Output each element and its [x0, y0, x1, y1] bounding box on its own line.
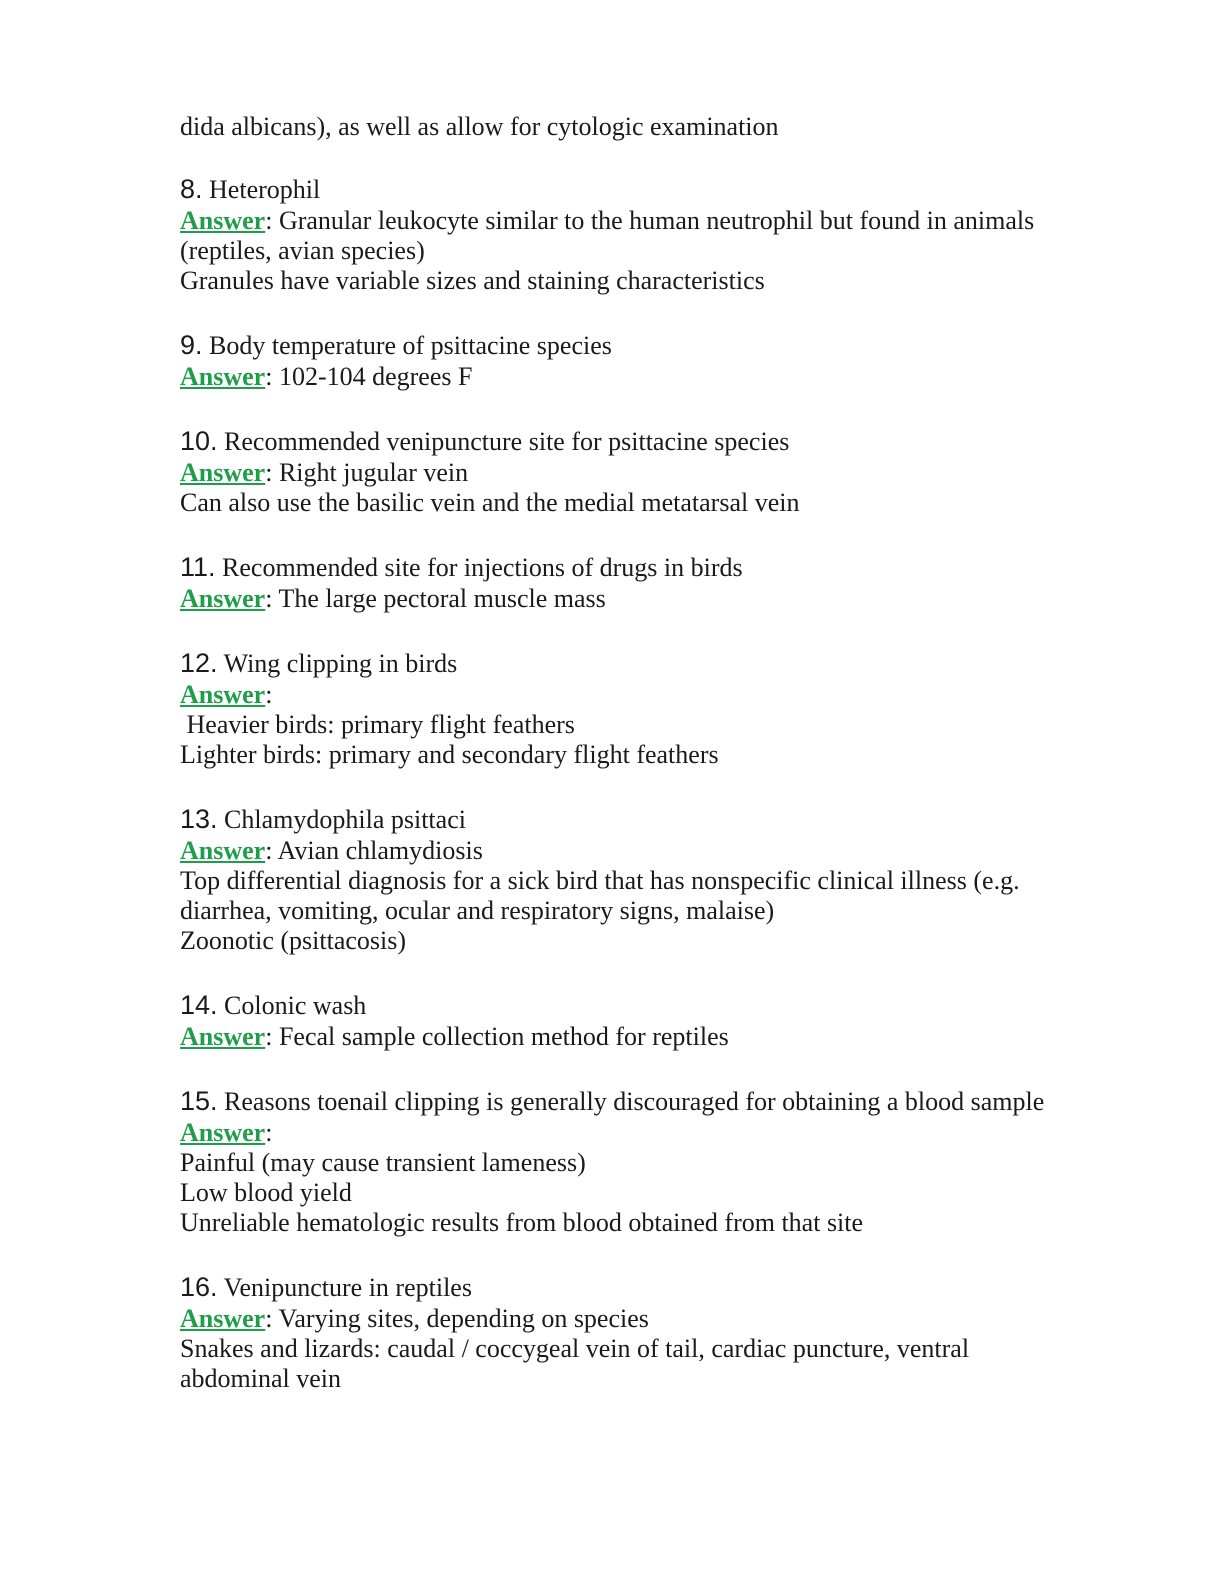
question-number: 8.	[180, 174, 203, 204]
question-number: 11.	[180, 552, 216, 582]
question-number: 9.	[180, 330, 203, 360]
answer-text: : Fecal sample collection method for reptiles	[265, 1022, 729, 1051]
answer-text: : Varying sites, depending on species	[265, 1304, 649, 1333]
question-number: 14.	[180, 990, 218, 1020]
qa-item	[180, 1272, 1120, 1394]
question-line	[180, 426, 1120, 457]
question-text: Body temperature of psittacine species	[202, 331, 612, 360]
qa-item	[180, 648, 1120, 770]
question-text: Heterophil	[202, 175, 321, 204]
answer-detail-line: diarrhea, vomiting, ocular and respiratory signs, malaise)	[180, 896, 775, 925]
answer-line	[180, 584, 1120, 614]
qa-item	[180, 804, 1120, 956]
answer-detail-line: Unreliable hematologic results from blood obtained from that site	[180, 1208, 864, 1237]
answer-detail-line: abdominal vein	[180, 1364, 342, 1393]
answer-label: Answer	[180, 362, 266, 391]
answer-text: : Avian chlamydiosis	[265, 836, 483, 865]
answer-text: : Granular leukocyte similar to the human neutrophil but found in animals	[265, 206, 1035, 235]
answer-detail-line: Lighter birds: primary and secondary flight feathers	[180, 740, 719, 769]
answer-line	[180, 206, 1120, 236]
question-number: 15.	[180, 1086, 218, 1116]
question-text: Recommended venipuncture site for psittacine species	[217, 427, 790, 456]
answer-line	[180, 1022, 1120, 1052]
question-text: Colonic wash	[217, 991, 367, 1020]
qa-list	[180, 174, 1120, 1394]
question-line	[180, 330, 1120, 361]
answer-detail-line: Heavier birds: primary flight feathers	[180, 710, 575, 739]
answer-detail-line: Snakes and lizards: caudal / coccygeal vein of tail, cardiac puncture, ventral	[180, 1334, 970, 1363]
question-text: Wing clipping in birds	[217, 649, 458, 678]
answer-detail-line: Low blood yield	[180, 1178, 352, 1207]
answer-text: :	[265, 1118, 273, 1147]
answer-text: : Right jugular vein	[265, 458, 469, 487]
answer-line	[180, 1118, 1120, 1148]
question-line	[180, 1272, 1120, 1303]
question-number: 16.	[180, 1272, 218, 1302]
qa-item	[180, 330, 1120, 392]
answer-detail-line: Top differential diagnosis for a sick bird that has nonspecific clinical illness (e.g.	[180, 866, 1020, 895]
question-number: 13.	[180, 804, 218, 834]
qa-item	[180, 426, 1120, 518]
answer-detail-line: (reptiles, avian species)	[180, 236, 425, 265]
question-text: Chlamydophila psittaci	[217, 805, 466, 834]
question-number: 10.	[180, 426, 218, 456]
answer-line	[180, 458, 1120, 488]
answer-line	[180, 1304, 1120, 1334]
question-line	[180, 648, 1120, 679]
answer-label: Answer	[180, 836, 266, 865]
answer-label: Answer	[180, 680, 266, 709]
answer-detail-line: Painful (may cause transient lameness)	[180, 1148, 586, 1177]
question-line	[180, 174, 1120, 205]
answer-label: Answer	[180, 584, 266, 613]
question-line	[180, 990, 1120, 1021]
answer-text: : The large pectoral muscle mass	[265, 584, 606, 613]
qa-item	[180, 174, 1120, 296]
answer-label: Answer	[180, 1304, 266, 1333]
question-number: 12.	[180, 648, 218, 678]
question-text: Recommended site for injections of drugs in birds	[215, 553, 743, 582]
answer-detail-line: Can also use the basilic vein and the medial metatarsal vein	[180, 488, 800, 517]
answer-line	[180, 362, 1120, 392]
intro-text: dida albicans), as well as allow for cytologic examination	[180, 112, 779, 141]
answer-line	[180, 836, 1120, 866]
answer-line	[180, 680, 1120, 710]
answer-detail-line: Zoonotic (psittacosis)	[180, 926, 407, 955]
qa-item	[180, 552, 1120, 614]
answer-label: Answer	[180, 1118, 266, 1147]
qa-item	[180, 1086, 1120, 1238]
question-line	[180, 804, 1120, 835]
answer-detail-line: Granules have variable sizes and staining characteristics	[180, 266, 765, 295]
document-page	[180, 112, 1120, 1428]
question-text: Reasons toenail clipping is generally discouraged for obtaining a blood sample	[217, 1087, 1045, 1116]
answer-label: Answer	[180, 1022, 266, 1051]
question-line	[180, 1086, 1120, 1117]
answer-label: Answer	[180, 458, 266, 487]
question-line	[180, 552, 1120, 583]
question-text: Venipuncture in reptiles	[217, 1273, 472, 1302]
answer-label: Answer	[180, 206, 266, 235]
qa-item	[180, 990, 1120, 1052]
answer-text: :	[265, 680, 273, 709]
answer-text: : 102-104 degrees F	[265, 362, 473, 391]
